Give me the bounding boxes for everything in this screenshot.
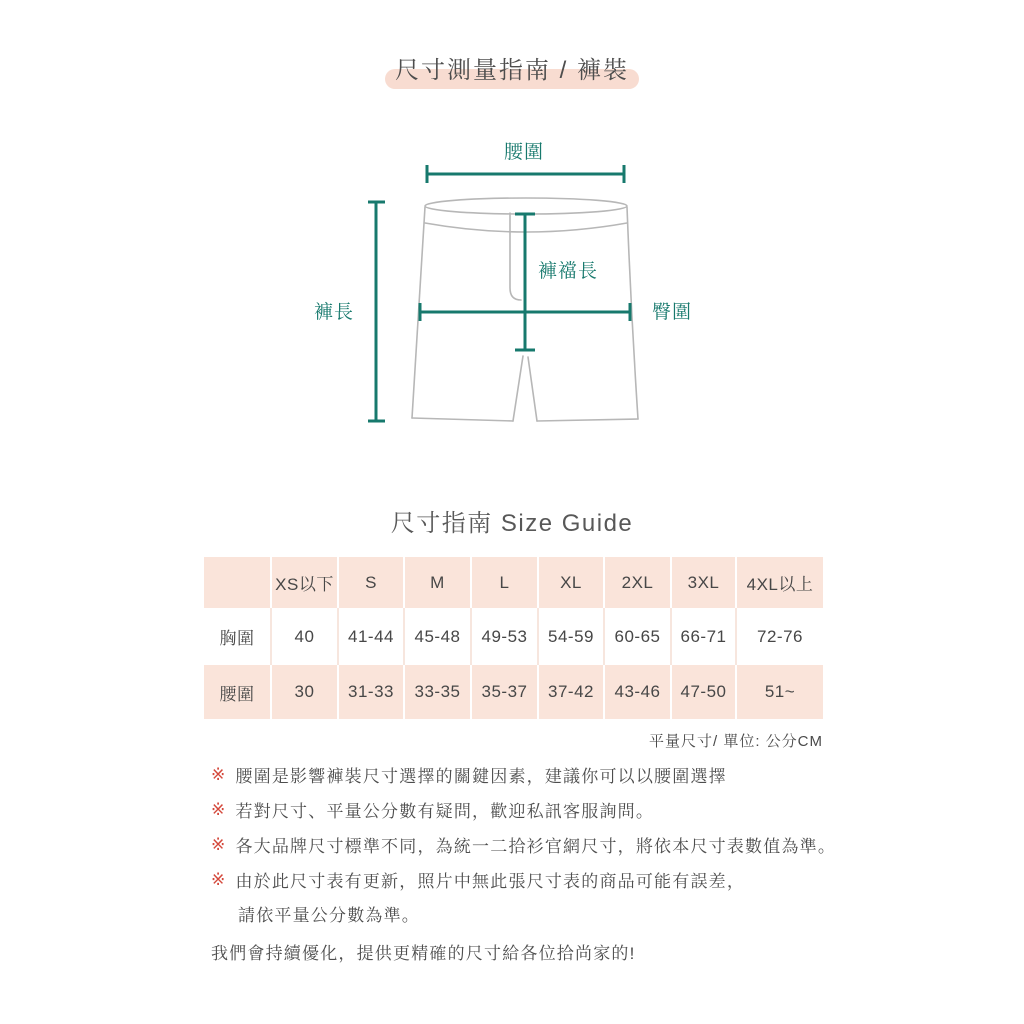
note-line-1 — [211, 757, 851, 792]
header-cell-l: L — [470, 557, 537, 608]
chest-value-s: 41-44 — [337, 608, 403, 665]
hip-label: 臀圍 — [651, 302, 693, 323]
size-table — [204, 557, 823, 719]
chest-value-4xl: 72-76 — [735, 608, 823, 665]
waist-value-m: 33-35 — [403, 665, 470, 719]
section-title: 尺寸指南 Size Guide — [390, 510, 634, 537]
note-line-2 — [211, 792, 851, 827]
note-text-3: 各大品牌尺寸標準不同，為統一二拾衫官網尺寸，將依本尺寸表數值為準。 — [235, 837, 837, 856]
title-highlight — [385, 69, 639, 89]
row-label-waist: 腰圍 — [204, 665, 270, 719]
header-cell-2xl: 2XL — [603, 557, 670, 608]
waist-value-4xl: 51~ — [735, 665, 823, 719]
header-cell-3xl: 3XL — [670, 557, 735, 608]
note-marker-icon: ※ — [211, 834, 227, 854]
pants-length-label: 褲長 — [313, 302, 355, 323]
note-text-2: 若對尺寸、平量公分數有疑問，歡迎私訊客服詢問。 — [235, 802, 655, 821]
pants-length-measure-line — [368, 202, 385, 421]
row-label-chest: 胸圍 — [204, 608, 270, 665]
waist-measure-line — [427, 165, 624, 183]
header-cell-xl: XL — [537, 557, 603, 608]
footnotes — [211, 757, 851, 969]
chest-value-xs: 40 — [270, 608, 337, 665]
header-cell-empty — [204, 557, 270, 608]
waist-value-l: 35-37 — [470, 665, 537, 719]
chest-value-l: 49-53 — [470, 608, 537, 665]
crotch-length-measure-line — [515, 214, 535, 350]
page-title-text: 尺寸測量指南 / 褲裝 — [395, 50, 629, 85]
chest-value-3xl: 66-71 — [670, 608, 735, 665]
note-line-4 — [211, 862, 851, 897]
waist-value-s: 31-33 — [337, 665, 403, 719]
chest-value-xl: 54-59 — [537, 608, 603, 665]
page-title — [0, 50, 1024, 85]
note-marker-icon: ※ — [211, 764, 227, 784]
chest-value-2xl: 60-65 — [603, 608, 670, 665]
header-cell-s: S — [337, 557, 403, 608]
shorts-measurement-diagram — [300, 130, 720, 450]
chest-value-m: 45-48 — [403, 608, 470, 665]
header-cell-m: M — [403, 557, 470, 608]
note-marker-icon: ※ — [211, 869, 227, 889]
waist-value-xs: 30 — [270, 665, 337, 719]
table-row-waist — [204, 665, 823, 719]
measurement-unit-note: 平量尺寸/ 單位: 公分CM — [649, 733, 823, 750]
waist-value-2xl: 43-46 — [603, 665, 670, 719]
note-line-3 — [211, 827, 851, 862]
waist-value-3xl: 47-50 — [670, 665, 735, 719]
waist-value-xl: 37-42 — [537, 665, 603, 719]
closing-note: 我們會持續優化，提供更精確的尺寸給各位拾尚家的! — [211, 944, 636, 963]
waist-label: 腰圍 — [503, 142, 545, 163]
size-table-header-row — [204, 557, 823, 608]
note-text-1: 腰圍是影響褲裝尺寸選擇的關鍵因素，建議你可以以腰圍選擇 — [235, 767, 727, 786]
crotch-length-label: 褲襠長 — [537, 261, 599, 282]
header-cell-xs: XS以下 — [270, 557, 337, 608]
table-row-chest — [204, 608, 823, 665]
note-text-4: 由於此尺寸表有更新，照片中無此張尺寸表的商品可能有誤差， — [235, 872, 746, 891]
note-line-4-continuation: 請依平量公分數為準。 — [238, 906, 420, 925]
header-cell-4xl: 4XL以上 — [735, 557, 823, 608]
note-marker-icon: ※ — [211, 799, 227, 819]
